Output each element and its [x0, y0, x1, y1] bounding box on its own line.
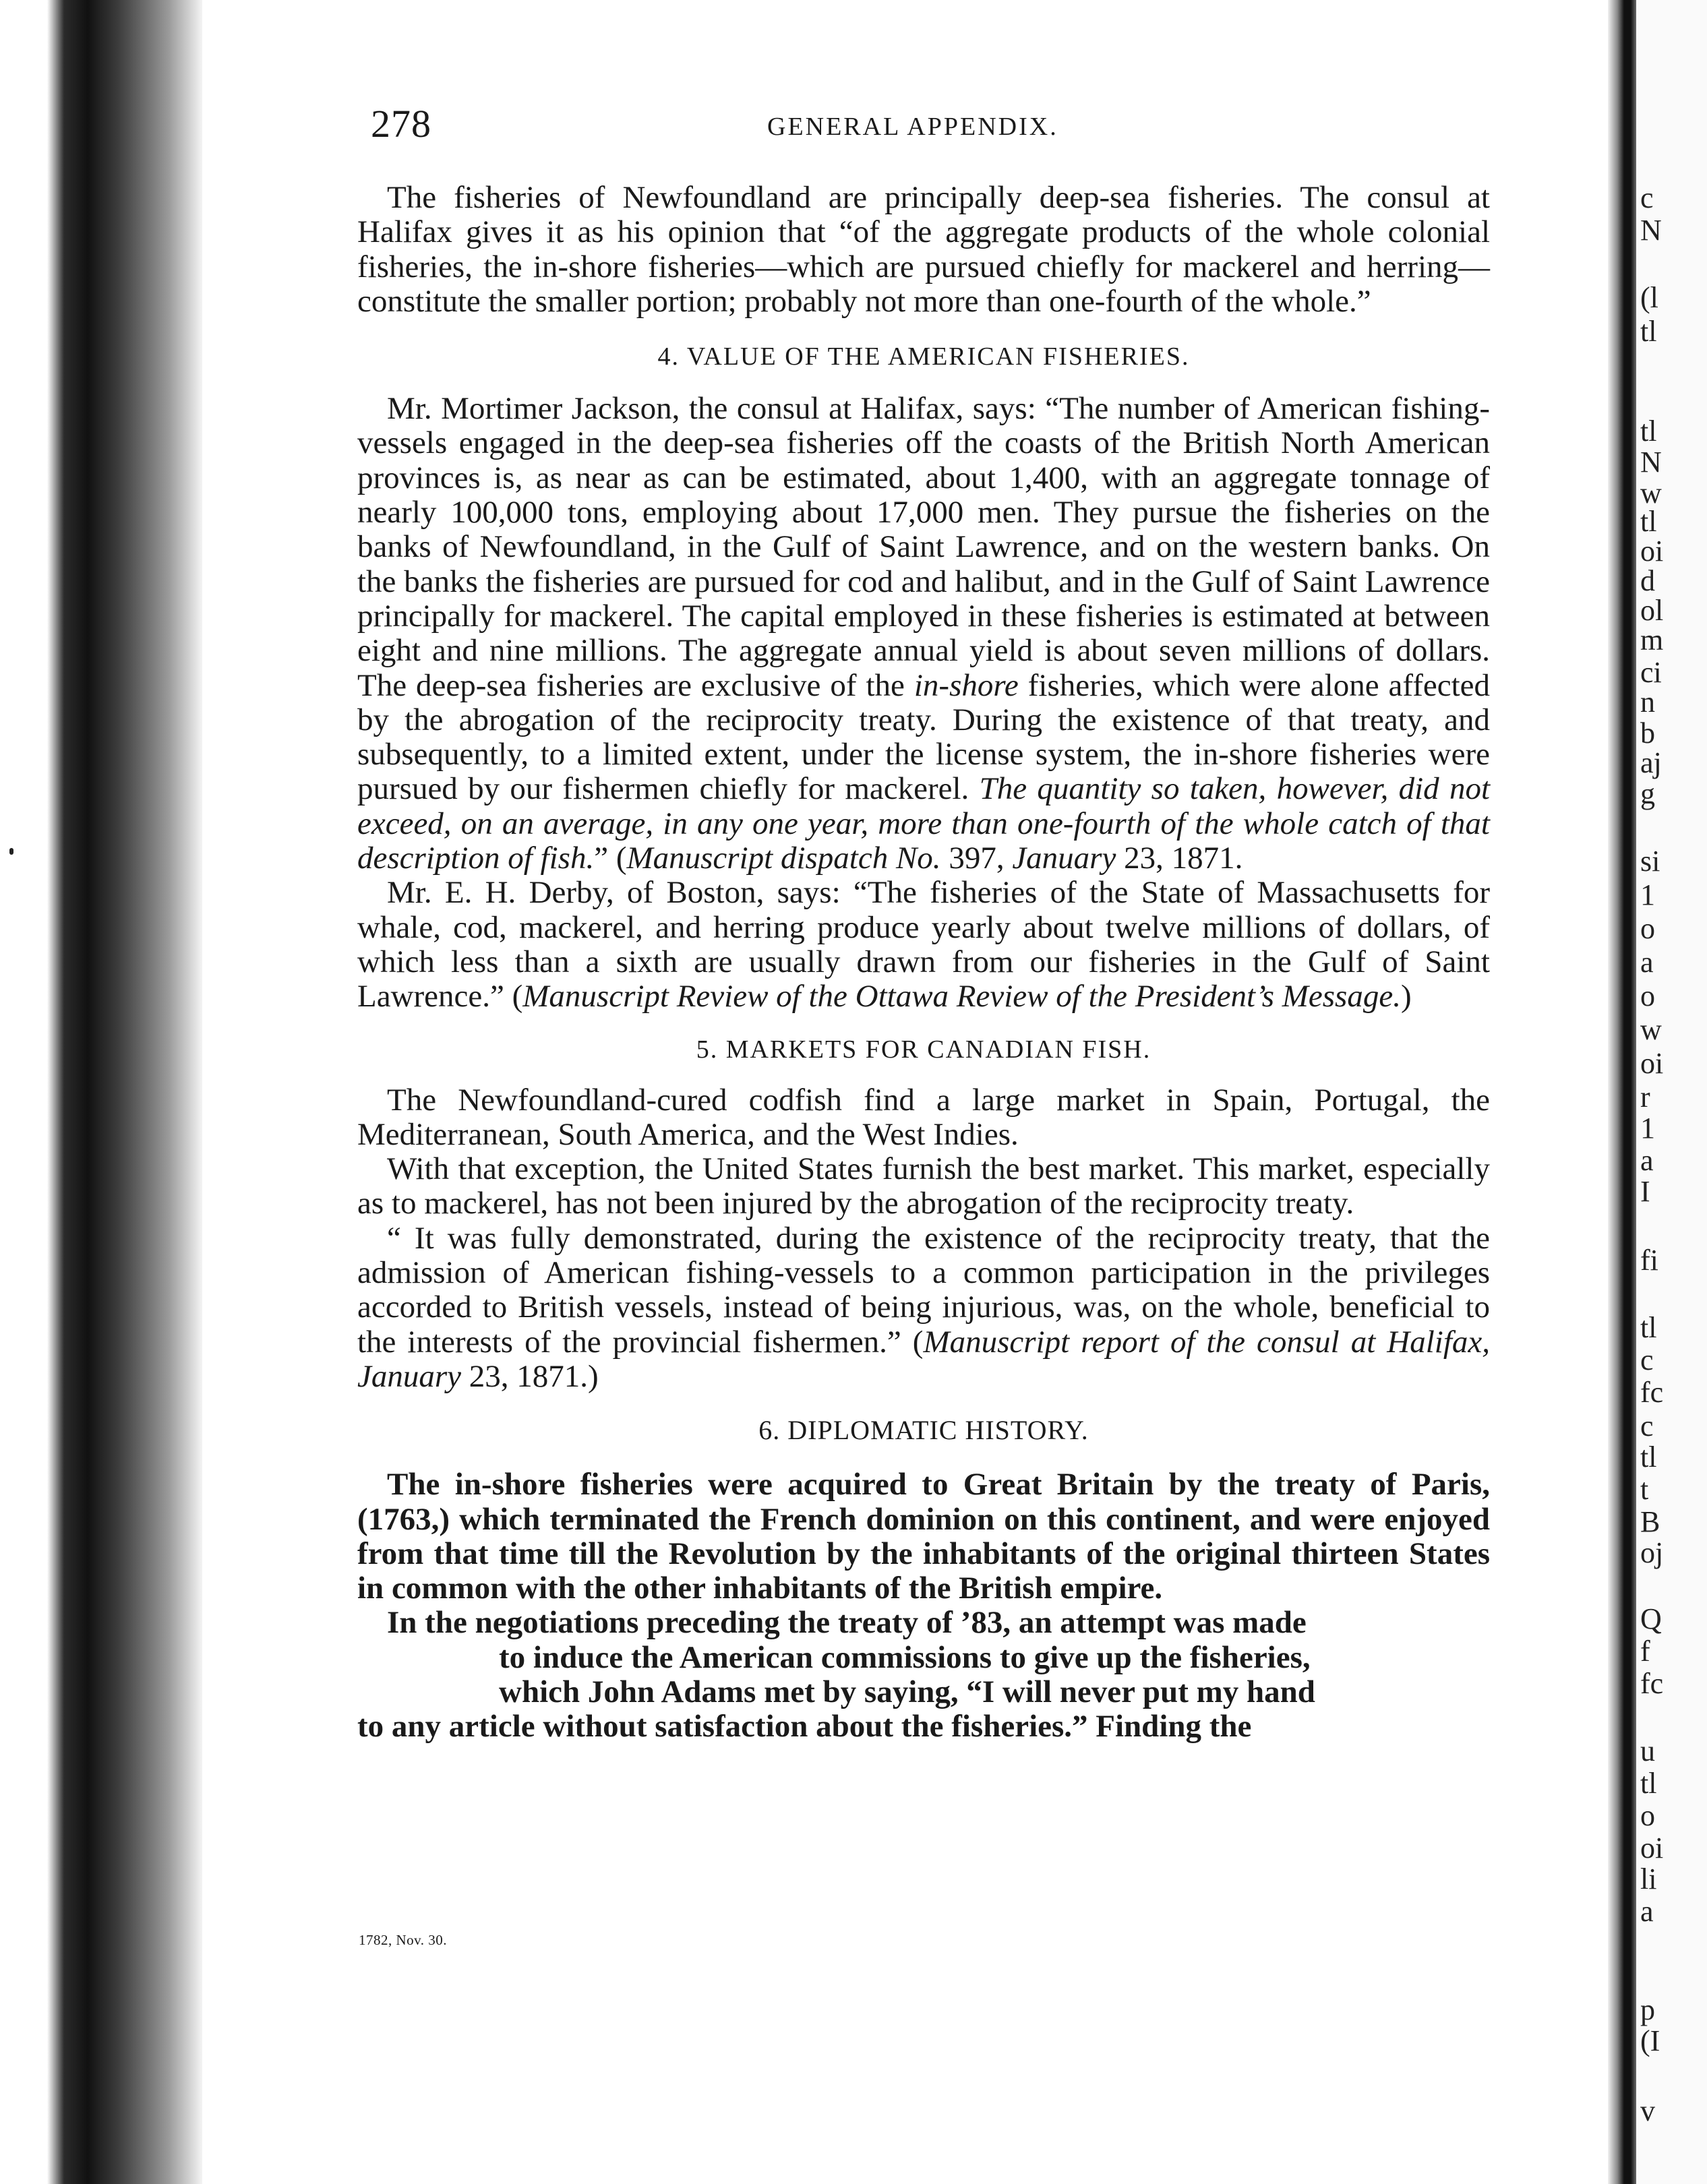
facing-page-fragment: (I [1640, 2024, 1660, 2057]
facing-page-fragment: oi [1640, 1047, 1664, 1080]
facing-page-fragment: (l [1640, 281, 1658, 314]
facing-page-fragment: I [1640, 1175, 1650, 1208]
section5-p3-text: “ It was fully demonstrated, during the existence of the reciprocity treaty, that the admission of American fishing-vessels to a common participation in the privileges accorded to British vessels, instead of being injurious, was, on the whole, beneficial to the interests of the provincial fishermen.” ( [357, 1220, 1490, 1360]
section4-p2-italic: Manuscript Review of the Ottawa Review of the President’s Message. [522, 979, 1401, 1014]
facing-page-edge [1636, 0, 1707, 2184]
section4-p1-cite-1: Manuscript dispatch No. [626, 841, 941, 876]
facing-page-fragment: r [1640, 1081, 1650, 1114]
section5-paragraph-2: With that exception, the United States furnish the best market. This market, especially as to mackerel, has not been injured by the abrogation of the reciprocity treaty. [357, 1151, 1490, 1221]
facing-page-fragment: o [1640, 912, 1655, 945]
facing-page-fragment: a [1640, 1144, 1654, 1177]
section5-paragraph-3 [357, 1221, 1490, 1394]
facing-page-fragment: a [1640, 1895, 1654, 1928]
section6-paragraph-2-line-1: In the negotiations preceding the treaty of ’83, an attempt was made [387, 1605, 1307, 1641]
facing-page-fragment: ol [1640, 594, 1664, 627]
binding-shadow [0, 0, 202, 2184]
running-head [357, 88, 1490, 162]
facing-page-fragment: tl [1640, 1440, 1657, 1474]
section5-p3-italic: Manuscript report of the consul at Halifax, January [357, 1324, 1491, 1394]
facing-page-fragment: o [1640, 979, 1655, 1012]
facing-page-fragment: N [1640, 446, 1662, 479]
section6-paragraph-2-line-3: which John Adams met by saying, “I will never put my hand [499, 1674, 1315, 1709]
facing-page-fragment: g [1640, 777, 1655, 810]
section4-p2-text: Mr. E. H. Derby, of Boston, says: “The fisheries of the State of Massachusetts for whale, cod, mackerel, and herring produce yearly about twelve millions of dollars, of which less than a sixth are usually drawn from our fisheries in the Gulf of Saint Lawrence.” ( [357, 875, 1490, 1014]
section4-paragraph-2 [357, 876, 1490, 1014]
margin-date-note: 1782, Nov. 30. [359, 1932, 448, 1948]
section4-p1-cite-3: January [1012, 841, 1116, 876]
facing-page-fragment: c [1640, 181, 1654, 214]
facing-page-fragment: c [1640, 1343, 1654, 1376]
facing-page-fragment: fc [1640, 1376, 1664, 1409]
section4-p1-inshore: in-shore [914, 667, 1019, 703]
book-page [357, 88, 1490, 1745]
facing-page-fragment: a [1640, 946, 1654, 979]
facing-page-fragment: oj [1640, 1536, 1664, 1569]
intro-paragraph: The fisheries of Newfoundland are principally deep-sea fisheries. The consul at Halifax gives it as his opinion that “of the aggregate products of the whole colonial fisheries, the in-shore fisheries—which are pursued chiefly for mackerel and herring—constitute the smaller portion; probably not more than one-fourth of the whole.” [357, 180, 1490, 319]
facing-page-fragment: b [1640, 717, 1655, 750]
facing-page-fragment: w [1640, 1013, 1662, 1046]
facing-page-fragment: tl [1640, 1767, 1657, 1800]
facing-page-fragment: 1 [1640, 1112, 1655, 1145]
facing-page-fragment: fc [1640, 1667, 1664, 1700]
facing-page-fragment: oi [1640, 1831, 1664, 1864]
facing-page-fragment: n [1640, 686, 1655, 719]
facing-page-fragment: tl [1640, 315, 1657, 348]
facing-page-fragment: d [1640, 564, 1655, 597]
section-heading-6: 6. DIPLOMATIC HISTORY. [758, 1415, 1089, 1446]
facing-page-fragment: u [1640, 1734, 1655, 1767]
section4-p1-close: ” [594, 841, 609, 876]
facing-page-fragment: tl [1640, 505, 1657, 538]
facing-page-fragment: v [1640, 2094, 1655, 2127]
section4-p2-close: ) [1400, 979, 1412, 1014]
scan-speck [9, 848, 13, 855]
facing-page-fragment: N [1640, 214, 1662, 247]
section4-paragraph-1 [357, 392, 1490, 876]
facing-page-fragment: t [1640, 1473, 1649, 1506]
page-gutter [1608, 0, 1636, 2184]
section-heading-4: 4. VALUE OF THE AMERICAN FISHERIES. [657, 342, 1190, 371]
section6-paragraph-2-line-2: to induce the American commissions to give up the fisheries, [499, 1639, 1311, 1675]
facing-page-fragment: Q [1640, 1602, 1662, 1635]
page-number: 278 [371, 102, 431, 146]
section-heading-5: 5. MARKETS FOR CANADIAN FISH. [696, 1035, 1151, 1064]
running-title: GENERAL APPENDIX. [767, 113, 1058, 141]
section4-p1-text2: fisheries, which were alone affected by the abrogation of the reciprocity treaty. During the existence of that treaty, and subsequently, to a limited extent, under the license system, the in-shore fisheries were pursued by our fishermen chiefly for mackerel. [357, 667, 1491, 807]
section4-p1-cite-open: ( [616, 841, 627, 876]
section4-p1-cite-4: 23, 1871. [1116, 841, 1243, 876]
section4-p1-cite-2: 397, [940, 841, 1013, 876]
facing-page-fragment: p [1640, 1993, 1655, 2026]
section4-p1-italic: The quantity so taken, however, did not exceed, on an average, in any one year, more than one-fourth of the whole catch of that description of fish. [357, 771, 1491, 876]
facing-page-fragment: aj [1640, 746, 1662, 779]
facing-page-fragment: fi [1640, 1244, 1658, 1277]
section5-paragraph-1: The Newfoundland-cured codfish find a large market in Spain, Portugal, the Mediterranean, South America, and the West Indies. [357, 1082, 1490, 1152]
facing-page-fragment: li [1640, 1862, 1657, 1895]
facing-page-fragment: 1 [1640, 878, 1655, 911]
section5-p3-tail: 23, 1871.) [461, 1358, 599, 1394]
facing-page-fragment: m [1640, 624, 1664, 657]
facing-page-fragment: f [1640, 1635, 1650, 1668]
facing-page-fragment: oi [1640, 535, 1664, 568]
section6-paragraph-1: The in-shore fisheries were acquired to Great Britain by the treaty of Paris, (1763,) which terminated the French dominion on this continent, and were enjoyed from that time till the Revolution by the inhabitants of the original thirteen States in common with the other inhabitants of the British empire. [357, 1467, 1490, 1606]
facing-page-fragment: tl [1640, 415, 1657, 448]
facing-page-fragment: w [1640, 477, 1662, 510]
facing-page-fragment: o [1640, 1799, 1655, 1832]
facing-page-fragment: B [1640, 1505, 1660, 1538]
facing-page-fragment: si [1640, 845, 1660, 878]
facing-page-fragment: c [1640, 1409, 1654, 1443]
facing-page-fragment: tl [1640, 1311, 1657, 1344]
section4-p1-text: Mr. Mortimer Jackson, the consul at Halifax, says: “The number of American fishing-vessels engaged in the deep-sea fisheries off the coasts of the British North American provinces is, as near as can be estimated, about 1,400, with an aggregate tonnage of nearly 100,000 tons, employing about 17,000 men. They pursue the fisheries on the banks of Newfoundland, in the Gulf of Saint Lawrence, and on the western banks. On the banks the fisheries are pursued for cod and halibut, and in the Gulf of Saint Lawrence principally for mackerel. The capital employed in these fisheries is estimated at between eight and nine millions. The aggregate annual yield is about seven millions of dollars. The deep-sea fisheries are exclusive of the [357, 391, 1490, 703]
section6-paragraph-2-line-4: to any article without satisfaction about the fisheries.” Finding the [357, 1709, 1252, 1745]
facing-page-fragment: ci [1640, 656, 1662, 689]
